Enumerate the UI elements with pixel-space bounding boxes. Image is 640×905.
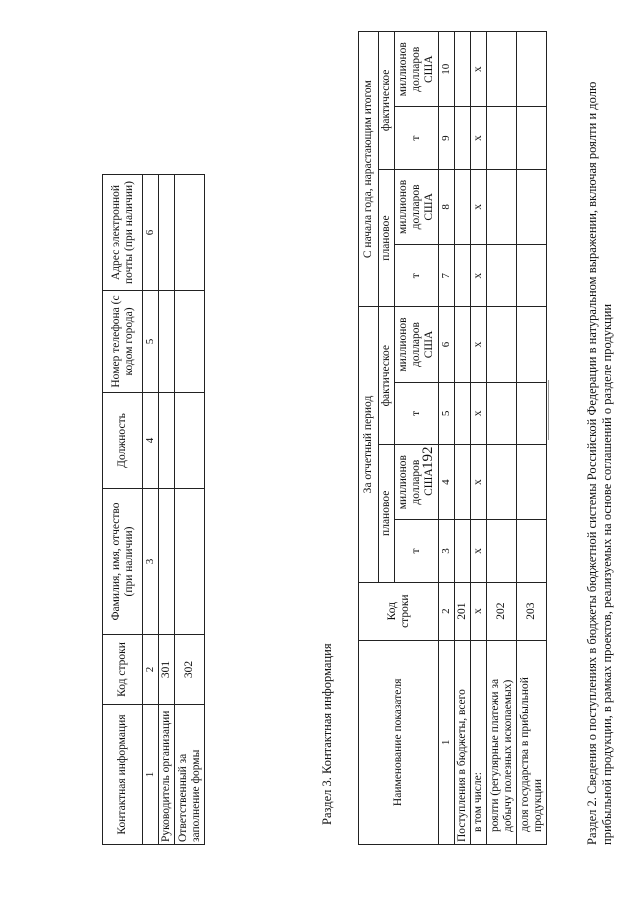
data-cell[interactable] <box>159 175 175 291</box>
data-cell[interactable] <box>159 393 175 489</box>
col-number: 5 <box>143 291 159 393</box>
row-label: роялти (регулярные платежи за добычу полезных ископаемых) <box>487 640 517 844</box>
data-cell[interactable] <box>455 245 471 307</box>
data-cell: x <box>471 382 487 444</box>
page-number: 192 <box>420 446 436 469</box>
data-cell: x <box>471 169 487 244</box>
row-label: Ответственный за заполнение формы <box>175 705 205 845</box>
data-cell[interactable] <box>517 445 547 520</box>
row-label: Руководитель организации <box>159 705 175 845</box>
data-cell[interactable] <box>175 291 205 393</box>
header-period-actual: фактическое <box>379 307 395 445</box>
col-number: 3 <box>439 520 455 582</box>
data-cell[interactable] <box>175 489 205 635</box>
data-cell[interactable] <box>517 382 547 444</box>
row-code: 201 <box>455 582 471 640</box>
data-cell[interactable] <box>455 32 471 107</box>
row-code: 302 <box>175 635 205 705</box>
row-code: 203 <box>517 582 547 640</box>
data-cell[interactable] <box>517 169 547 244</box>
data-cell[interactable] <box>487 307 517 382</box>
header-ytd-planned: плановое <box>379 169 395 307</box>
col-number: 4 <box>439 445 455 520</box>
col-number: 6 <box>439 307 455 382</box>
data-cell[interactable] <box>517 520 547 582</box>
header-unit-musd: миллионов долларов США <box>395 307 439 382</box>
data-cell[interactable] <box>487 245 517 307</box>
header-unit-tons: т <box>395 245 439 307</box>
col-number: 8 <box>439 169 455 244</box>
header-contact: Контактная информация <box>103 705 143 845</box>
section2-title: Раздел 2. Сведения о поступлениях в бюджеты бюджетной системы Российской Федерации в натуральном выражении, включая роялти и долю прибыльной продукции, в рамках проектов, реализуемых на основе соглашений о разделе продукции <box>585 81 614 845</box>
data-cell[interactable] <box>455 107 471 169</box>
header-period: За отчетный период <box>359 307 379 582</box>
section2-table <box>358 31 547 845</box>
data-cell[interactable] <box>487 520 517 582</box>
col-number: 5 <box>439 382 455 444</box>
header-fullname: Фамилия, имя, отчество (при наличии) <box>103 489 143 635</box>
header-indicator: Наименование показателя <box>359 640 439 844</box>
data-cell[interactable] <box>175 175 205 291</box>
data-cell[interactable] <box>487 445 517 520</box>
col-number: 4 <box>143 393 159 489</box>
header-unit-tons: т <box>395 107 439 169</box>
row-code: 202 <box>487 582 517 640</box>
data-cell[interactable] <box>455 307 471 382</box>
data-cell: x <box>471 107 487 169</box>
row-label: Поступления в бюджеты, всего <box>455 640 471 844</box>
row-code: 301 <box>159 635 175 705</box>
data-cell: x <box>471 307 487 382</box>
data-cell[interactable] <box>455 169 471 244</box>
data-cell[interactable] <box>517 107 547 169</box>
header-period-planned: плановое <box>379 445 395 583</box>
data-cell[interactable] <box>517 32 547 107</box>
col-number: 7 <box>439 245 455 307</box>
row-label: в том числе: <box>471 640 487 844</box>
row-label: доля государства в прибыльной продукции <box>517 640 547 844</box>
data-cell[interactable] <box>159 291 175 393</box>
header-unit-musd: миллионов долларов США <box>395 445 439 520</box>
data-cell[interactable] <box>487 107 517 169</box>
col-number: 6 <box>143 175 159 291</box>
header-unit-musd: миллионов долларов США <box>395 32 439 107</box>
data-cell[interactable] <box>517 245 547 307</box>
data-cell[interactable] <box>175 393 205 489</box>
data-cell[interactable] <box>159 489 175 635</box>
data-cell[interactable] <box>455 382 471 444</box>
row-code: x <box>471 582 487 640</box>
col-number: 3 <box>143 489 159 635</box>
header-code: Код строки <box>103 635 143 705</box>
data-cell: x <box>471 245 487 307</box>
col-number: 9 <box>439 107 455 169</box>
col-number: 1 <box>143 705 159 845</box>
data-cell: x <box>471 520 487 582</box>
data-cell[interactable] <box>487 169 517 244</box>
header-ytd: С начала года, нарастающим итогом <box>359 32 379 307</box>
data-cell[interactable] <box>487 382 517 444</box>
header-position: Должность <box>103 393 143 489</box>
header-code: Код строки <box>359 582 439 640</box>
section3-title: Раздел 3. Контактная информация <box>320 643 334 825</box>
header-unit-musd: миллионов долларов США <box>395 169 439 244</box>
data-cell[interactable] <box>455 445 471 520</box>
col-number: 10 <box>439 32 455 107</box>
data-cell[interactable] <box>487 32 517 107</box>
col-number: 2 <box>143 635 159 705</box>
data-cell[interactable] <box>455 520 471 582</box>
col-number: 2 <box>439 582 455 640</box>
header-phone: Номер телефона (с кодом города) <box>103 291 143 393</box>
header-email: Адрес электронной почты (при наличии) <box>103 175 143 291</box>
header-ytd-actual: фактическое <box>379 32 395 170</box>
col-number: 1 <box>439 640 455 844</box>
header-unit-tons: т <box>395 382 439 444</box>
data-cell: x <box>471 32 487 107</box>
data-cell[interactable] <box>517 307 547 382</box>
section3-table <box>102 174 205 845</box>
scan-artifact <box>548 380 549 440</box>
data-cell: x <box>471 445 487 520</box>
header-unit-tons: т <box>395 520 439 582</box>
